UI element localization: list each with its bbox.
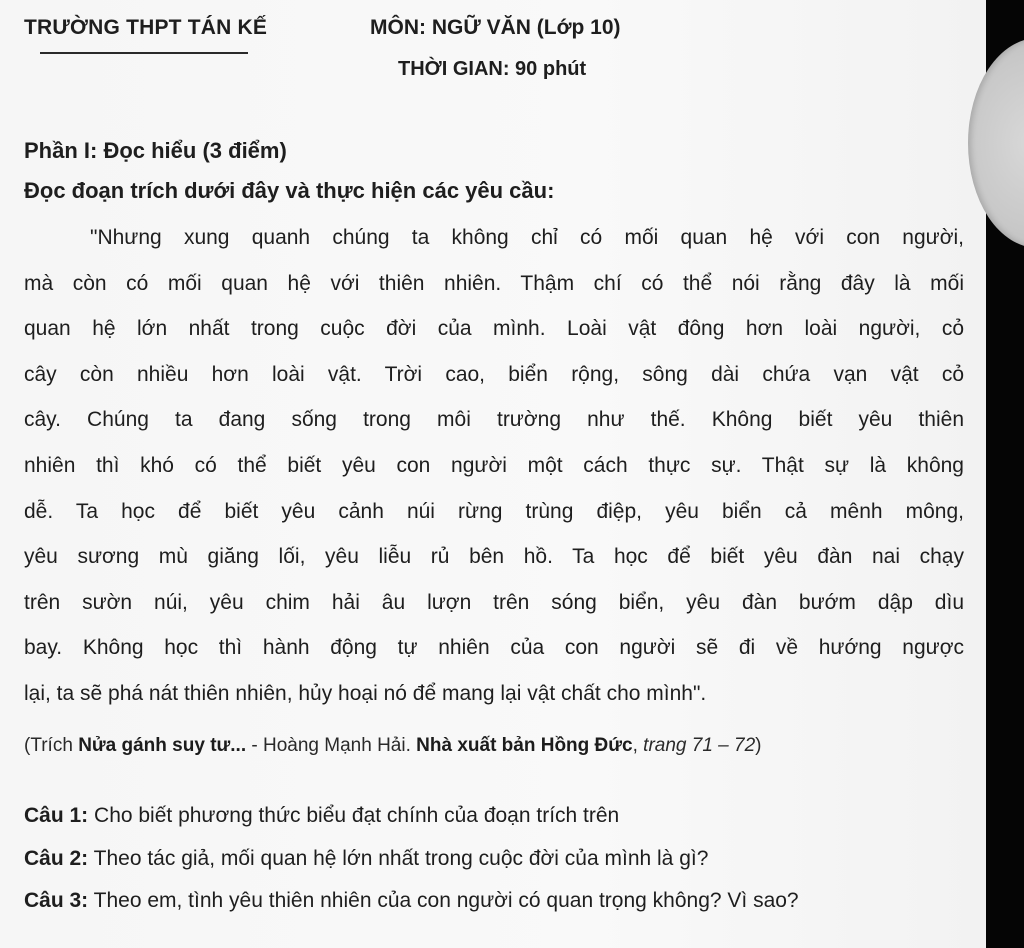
passage-line: cây còn nhiều hơn loài vật. Trời cao, biển rộng, sông dài chứa vạn vật cỏ	[24, 362, 964, 386]
question-label: Câu 1:	[24, 804, 89, 827]
question-3	[24, 886, 944, 916]
passage-line: mà còn có mối quan hệ với thiên nhiên. Thậm chí có thể nói rằng đây là mối	[24, 271, 964, 295]
passage-line: nhiên thì khó có thể biết yêu con người một cách thực sự. Thật sự là không	[24, 453, 964, 477]
passage-line: yêu sương mù giăng lối, yêu liễu rủ bên hồ. Ta học để biết yêu đàn nai chạy	[24, 545, 964, 569]
exam-duration: THỜI GIAN: 90 phút	[398, 58, 587, 80]
header-underline	[40, 52, 248, 54]
citation-book-title: Nửa gánh suy tư...	[78, 735, 247, 756]
passage-line: lại, ta sẽ phá nát thiên nhiên, hủy hoại nó để mang lại vật chất cho mình".	[24, 681, 707, 705]
school-name: TRƯỜNG THPT TÁN KẾ	[24, 16, 268, 39]
passage-line: trên sườn núi, yêu chim hải âu lượn trên sóng biển, yêu đàn bướm dập dìu	[24, 590, 964, 614]
passage-line: quan hệ lớn nhất trong cuộc đời của mình. Loài vật đông hơn loài người, cỏ	[24, 317, 964, 341]
citation-pages: trang 71 – 72	[643, 735, 756, 756]
passage-line: bay. Không học thì hành động tự nhiên của con người sẽ đi về hướng ngược	[24, 636, 964, 660]
citation-prefix: (Trích	[24, 735, 79, 756]
citation-comma: ,	[632, 735, 644, 756]
question-1	[24, 801, 944, 831]
passage-line: "Nhưng xung quanh chúng ta không chỉ có mối quan hệ với con người,	[90, 226, 964, 249]
reading-passage	[24, 220, 964, 722]
question-text: Theo tác giả, mối quan hệ lớn nhất trong cuộc đời của mình là gì?	[88, 847, 709, 870]
passage-line: cây. Chúng ta đang sống trong môi trường như thế. Không biết yêu thiên	[24, 408, 964, 432]
question-text: Cho biết phương thức biểu đạt chính của đoạn trích trên	[88, 804, 620, 827]
question-2	[24, 844, 944, 874]
citation-author: - Hoàng Mạnh Hải.	[246, 735, 417, 756]
section-title: Phần I: Đọc hiểu (3 điểm)	[24, 138, 287, 163]
citation-publisher: Nhà xuất bản Hồng Đức	[416, 735, 633, 756]
question-text: Theo em, tình yêu thiên nhiên của con người có quan trọng không? Vì sao?	[88, 889, 799, 912]
question-label: Câu 3:	[24, 889, 89, 912]
citation-suffix: )	[755, 735, 762, 756]
passage-line: dễ. Ta học để biết yêu cảnh núi rừng trùng điệp, yêu biển cả mênh mông,	[24, 499, 964, 523]
subject-title: MÔN: NGỮ VĂN (Lớp 10)	[370, 16, 621, 39]
passage-source-citation	[24, 733, 964, 759]
question-label: Câu 2:	[24, 847, 89, 870]
section-instruction: Đọc đoạn trích dưới đây và thực hiện các yêu cầu:	[24, 178, 555, 203]
